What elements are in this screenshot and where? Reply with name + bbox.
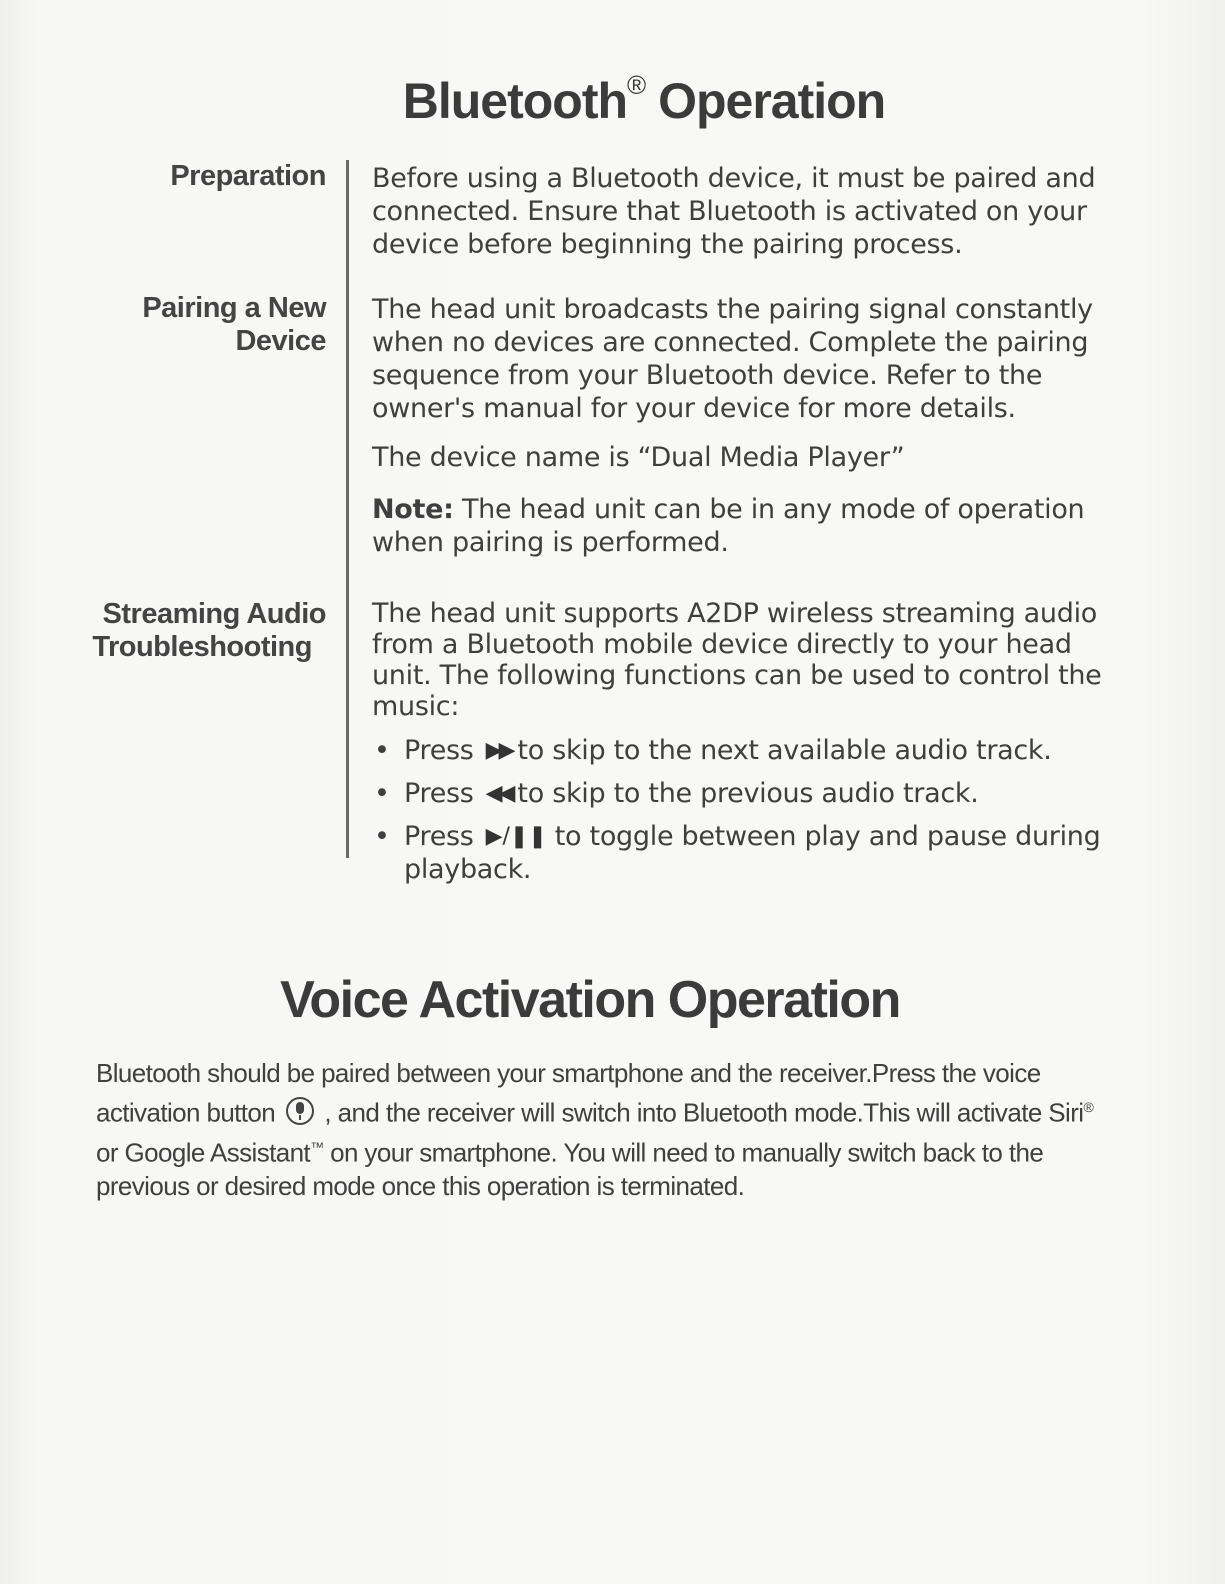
microphone-icon [286, 1097, 314, 1125]
streaming-text: The head unit supports A2DP wireless streaming audio from a Bluetooth mobile device directly to your head unit. The following functions can be used to control the music: [372, 598, 1102, 722]
bullet-icon: • [374, 821, 390, 852]
bluetooth-title: Bluetooth® Operation [402, 70, 886, 129]
preparation-section [372, 162, 1132, 261]
voice-activation-text: Bluetooth should be paired between your smartphone and the receiver.Press the voice activation button , and the receiver will switch into Bluetooth mode.This will activate Siri® or Google Assistant™ on your smartphone. You will need to manually switch back to the previous or desired mode once this operation is terminated. [96, 1058, 1094, 1202]
pairing-section [372, 293, 1132, 559]
preparation-text: Before using a Bluetooth device, it must be paired and connected. Ensure that Bluetooth is activated on your device before beginning the pairing process. [372, 163, 1096, 260]
skip-forward-icon: ▶▶ [485, 738, 512, 763]
note-label: Note: [372, 494, 454, 525]
streaming-heading: Streaming Audio Troubleshooting [92, 598, 326, 663]
pairing-text: The head unit broadcasts the pairing signal constantly when no devices are connected. Complete the pairing sequence from your Bluetooth device. Refer to the owner's manual for your device for more details. [372, 294, 1093, 424]
control-list [372, 734, 1132, 886]
note-text: The head unit can be in any mode of operation when pairing is performed. [372, 494, 1085, 558]
section-divider [346, 160, 349, 858]
list-item: • Press ▶/❚❚ to toggle between play and pause during playback. [374, 821, 1101, 885]
streaming-section [372, 598, 1132, 886]
device-name-text: The device name is “Dual Media Player” [372, 442, 905, 473]
pairing-heading: Pairing a New Device [142, 292, 326, 357]
voice-activation-title: Voice Activation Operation [280, 971, 900, 1029]
list-item: • Press ◀◀ to skip to the previous audio track. [374, 778, 979, 809]
skip-back-icon: ◀◀ [485, 781, 512, 806]
preparation-heading: Preparation [170, 160, 326, 192]
bullet-icon: • [374, 778, 390, 809]
pairing-note [372, 493, 1132, 559]
bullet-icon: • [374, 735, 390, 766]
play-pause-icon: ▶/❚❚ [485, 824, 547, 849]
list-item: • Press ▶▶ to skip to the next available audio track. [374, 735, 1052, 766]
